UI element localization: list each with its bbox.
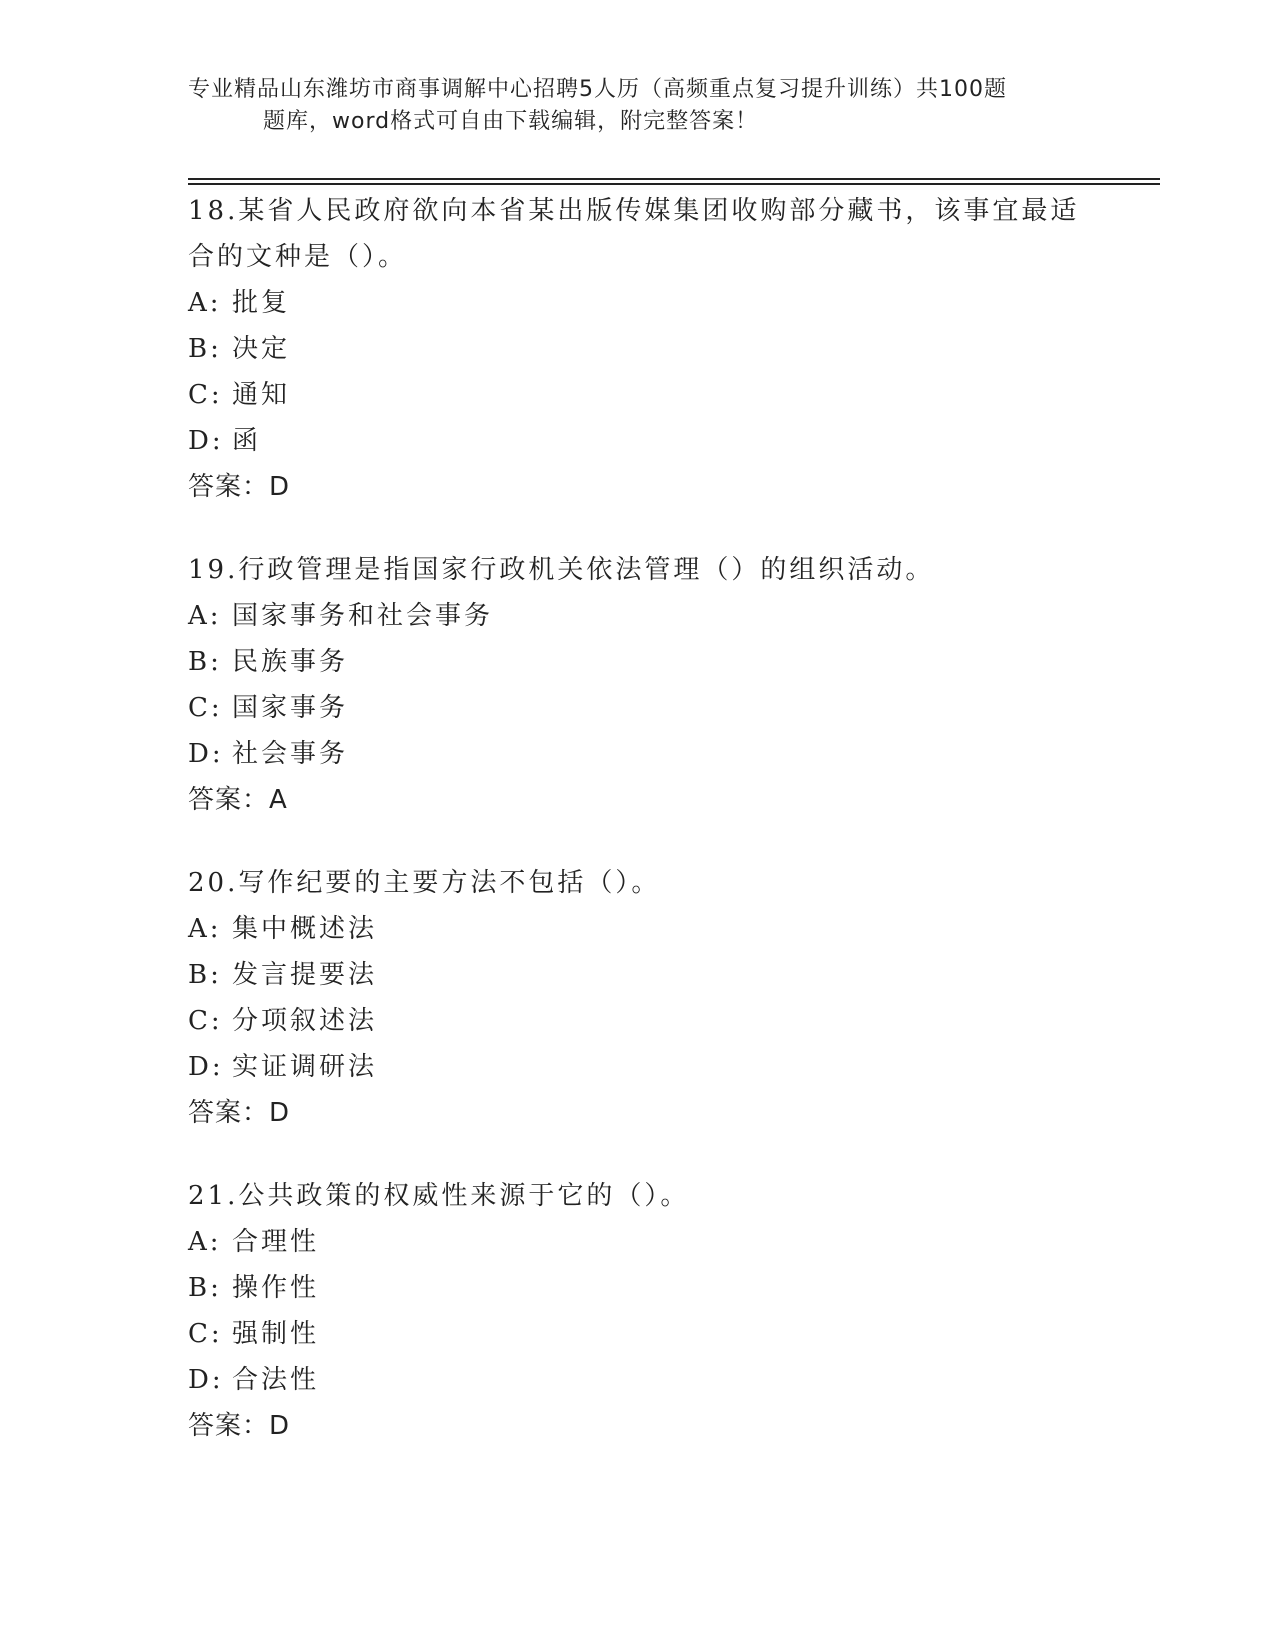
option-b <box>188 952 1088 998</box>
option-d <box>188 1044 1088 1090</box>
question-list <box>188 188 1088 1486</box>
header-line-2: 题库，word格式可自由下载编辑，附完整答案！ <box>263 109 759 134</box>
option-text: 批复 <box>232 288 291 318</box>
option-key: B: <box>188 1273 222 1303</box>
option-key: A: <box>188 288 222 318</box>
option-a <box>188 1219 1088 1265</box>
question-number: 21. <box>188 1181 239 1211</box>
header-divider-top <box>188 178 1160 180</box>
option-text: 社会事务 <box>232 739 349 769</box>
question-stem: 公共政策的权威性来源于它的（）。 <box>238 1181 690 1211</box>
option-key: D: <box>188 426 224 456</box>
answer-value: A <box>269 785 288 815</box>
option-a <box>188 280 1088 326</box>
question-item <box>188 1173 1088 1449</box>
option-text: 民族事务 <box>232 647 349 677</box>
answer-label: 答案： <box>188 1098 270 1128</box>
option-text: 合法性 <box>232 1365 320 1395</box>
answer-value: D <box>269 1411 291 1441</box>
answer-label: 答案： <box>188 472 270 502</box>
question-stem: 写作纪要的主要方法不包括（）。 <box>238 868 661 898</box>
document-header <box>188 74 1088 138</box>
question-text <box>188 188 1088 280</box>
question-number: 18. <box>188 196 239 226</box>
option-d <box>188 1357 1088 1403</box>
answer-line <box>188 777 1088 823</box>
option-c <box>188 685 1088 731</box>
question-text <box>188 547 1088 593</box>
option-key: A: <box>188 1227 222 1257</box>
option-b <box>188 1265 1088 1311</box>
option-key: B: <box>188 647 222 677</box>
option-key: C: <box>188 380 223 410</box>
answer-line <box>188 1090 1088 1136</box>
question-number: 20. <box>188 868 239 898</box>
option-key: A: <box>188 601 222 631</box>
option-d <box>188 731 1088 777</box>
option-c <box>188 998 1088 1044</box>
option-key: C: <box>188 1319 223 1349</box>
option-a <box>188 593 1088 639</box>
question-item <box>188 547 1088 823</box>
question-stem: 某省人民政府欲向本省某出版传媒集团收购部分藏书，该事宜最适合的文种是（）。 <box>188 196 1080 272</box>
option-key: D: <box>188 739 224 769</box>
header-divider-bottom <box>188 183 1160 185</box>
answer-line <box>188 464 1088 510</box>
option-text: 强制性 <box>232 1319 320 1349</box>
option-key: B: <box>188 334 222 364</box>
header-line-1: 专业精品山东潍坊市商事调解中心招聘5人历（高频重点复习提升训练）共100题 <box>188 77 1007 102</box>
option-text: 实证调研法 <box>232 1052 378 1082</box>
answer-label: 答案： <box>188 1411 270 1441</box>
option-text: 操作性 <box>232 1273 320 1303</box>
option-text: 国家事务和社会事务 <box>232 601 494 631</box>
option-c <box>188 372 1088 418</box>
answer-value: D <box>269 472 291 502</box>
option-text: 分项叙述法 <box>232 1006 378 1036</box>
question-item <box>188 860 1088 1136</box>
option-text: 合理性 <box>232 1227 320 1257</box>
option-a <box>188 906 1088 952</box>
option-text: 发言提要法 <box>232 960 378 990</box>
option-text: 集中概述法 <box>232 914 378 944</box>
option-key: D: <box>188 1365 224 1395</box>
option-d <box>188 418 1088 464</box>
option-key: D: <box>188 1052 224 1082</box>
question-stem: 行政管理是指国家行政机关依法管理（）的组织活动。 <box>238 555 935 585</box>
question-item <box>188 188 1088 510</box>
option-key: A: <box>188 914 222 944</box>
option-text: 国家事务 <box>232 693 349 723</box>
answer-label: 答案： <box>188 785 270 815</box>
option-text: 通知 <box>232 380 291 410</box>
option-key: C: <box>188 1006 223 1036</box>
option-text: 函 <box>232 426 262 456</box>
option-b <box>188 326 1088 372</box>
answer-value: D <box>269 1098 291 1128</box>
answer-line <box>188 1403 1088 1449</box>
question-text <box>188 1173 1088 1219</box>
question-number: 19. <box>188 555 239 585</box>
option-c <box>188 1311 1088 1357</box>
option-b <box>188 639 1088 685</box>
option-key: B: <box>188 960 222 990</box>
option-key: C: <box>188 693 223 723</box>
question-text <box>188 860 1088 906</box>
option-text: 决定 <box>232 334 291 364</box>
